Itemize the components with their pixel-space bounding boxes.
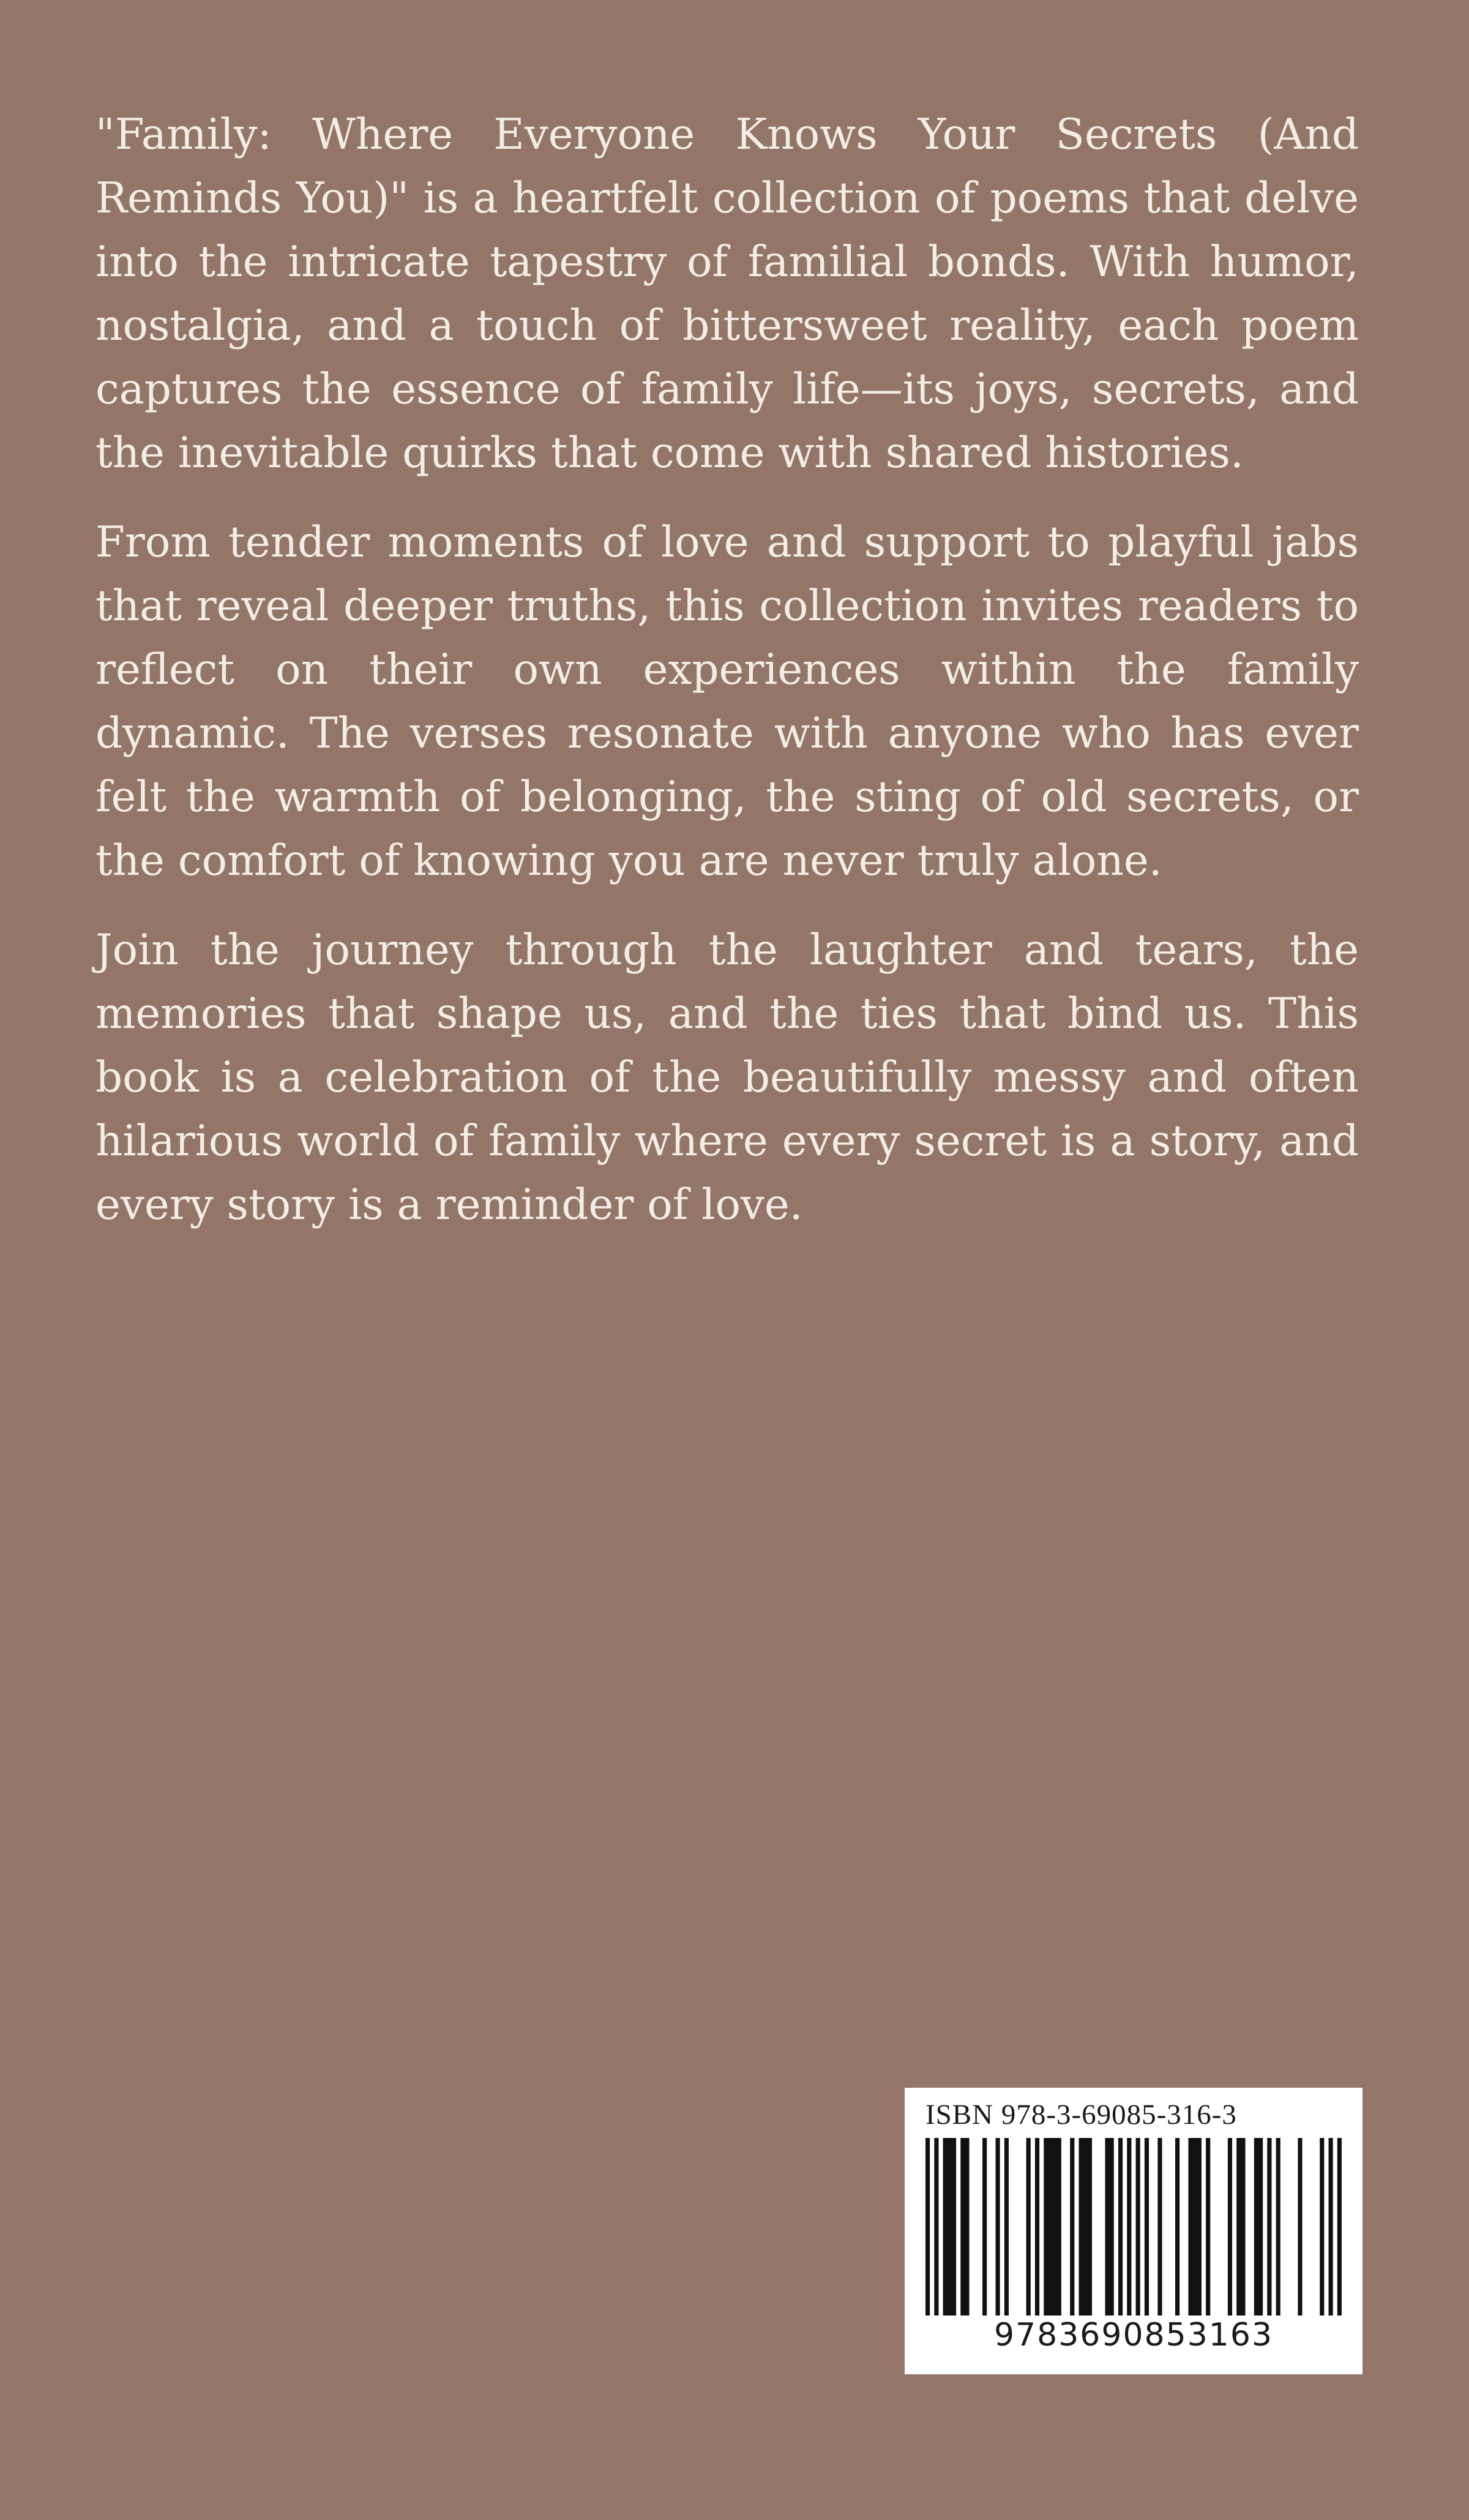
barcode-bar xyxy=(1035,2138,1039,2316)
barcode-bar xyxy=(1329,2138,1333,2316)
barcode-bar xyxy=(982,2138,987,2316)
barcode-bar xyxy=(1136,2138,1140,2316)
barcode-icon xyxy=(925,2138,1342,2316)
barcode-bar xyxy=(1157,2138,1162,2316)
barcode-bar xyxy=(1127,2138,1131,2316)
barcode-bar xyxy=(1070,2138,1074,2316)
description-paragraph-2: From tender moments of love and support to playful jabs that reveal deeper truths, this collection invites readers to reflect on their own experiences within the family dynamic. The verses resonate with anyone who has ever felt the warmth of belonging, the sting of old secrets, or the comfort of knowing you are never truly alone. xyxy=(95,518,1359,885)
barcode-bar xyxy=(1276,2138,1280,2316)
barcode-bar xyxy=(925,2138,930,2316)
barcode-bar xyxy=(1105,2138,1113,2316)
barcode-bar xyxy=(1298,2138,1302,2316)
barcode-bar xyxy=(1320,2138,1324,2316)
barcode-bar xyxy=(1044,2138,1061,2316)
barcode-bar xyxy=(1267,2138,1271,2316)
isbn-digits: 9783690853163 xyxy=(993,2317,1274,2353)
barcode-bar xyxy=(1145,2138,1149,2316)
isbn-label: ISBN 978-3-69085-316-3 xyxy=(925,2099,1237,2131)
barcode-bar xyxy=(1206,2138,1210,2316)
isbn-barcode-box xyxy=(905,2088,1362,2374)
barcode-bar xyxy=(1175,2138,1179,2316)
barcode-bar xyxy=(996,2138,1000,2316)
barcode-bar xyxy=(943,2138,956,2316)
barcode-bar xyxy=(1236,2138,1245,2316)
barcode-bar xyxy=(1228,2138,1232,2316)
description-paragraph-3: Join the journey through the laughter and tears, the memories that shape us, and the ties that bind us. This book is a celebration of the beautifully messy and often hilarious world of family where every secret is a story, and every story is a reminder of love. xyxy=(95,926,1359,1229)
barcode-bar xyxy=(1004,2138,1009,2316)
book-description xyxy=(95,103,1359,1262)
description-paragraph-1: "Family: Where Everyone Knows Your Secrets (And Reminds You)" is a heartfelt collection of poems that delve into the intricate tapestry of familial bonds. With humor, nostalgia, and a touch of bittersweet reality, each poem captures the essence of family life—its joys, secrets, and the inevitable quirks that come with shared histories. xyxy=(95,110,1359,478)
barcode-bar xyxy=(1188,2138,1201,2316)
barcode-bar xyxy=(960,2138,969,2316)
barcode-bar xyxy=(934,2138,938,2316)
barcode-bar xyxy=(1118,2138,1123,2316)
barcode-bar xyxy=(1254,2138,1263,2316)
barcode-bar xyxy=(1337,2138,1342,2316)
barcode-bar xyxy=(1079,2138,1092,2316)
barcode-bar xyxy=(1026,2138,1031,2316)
